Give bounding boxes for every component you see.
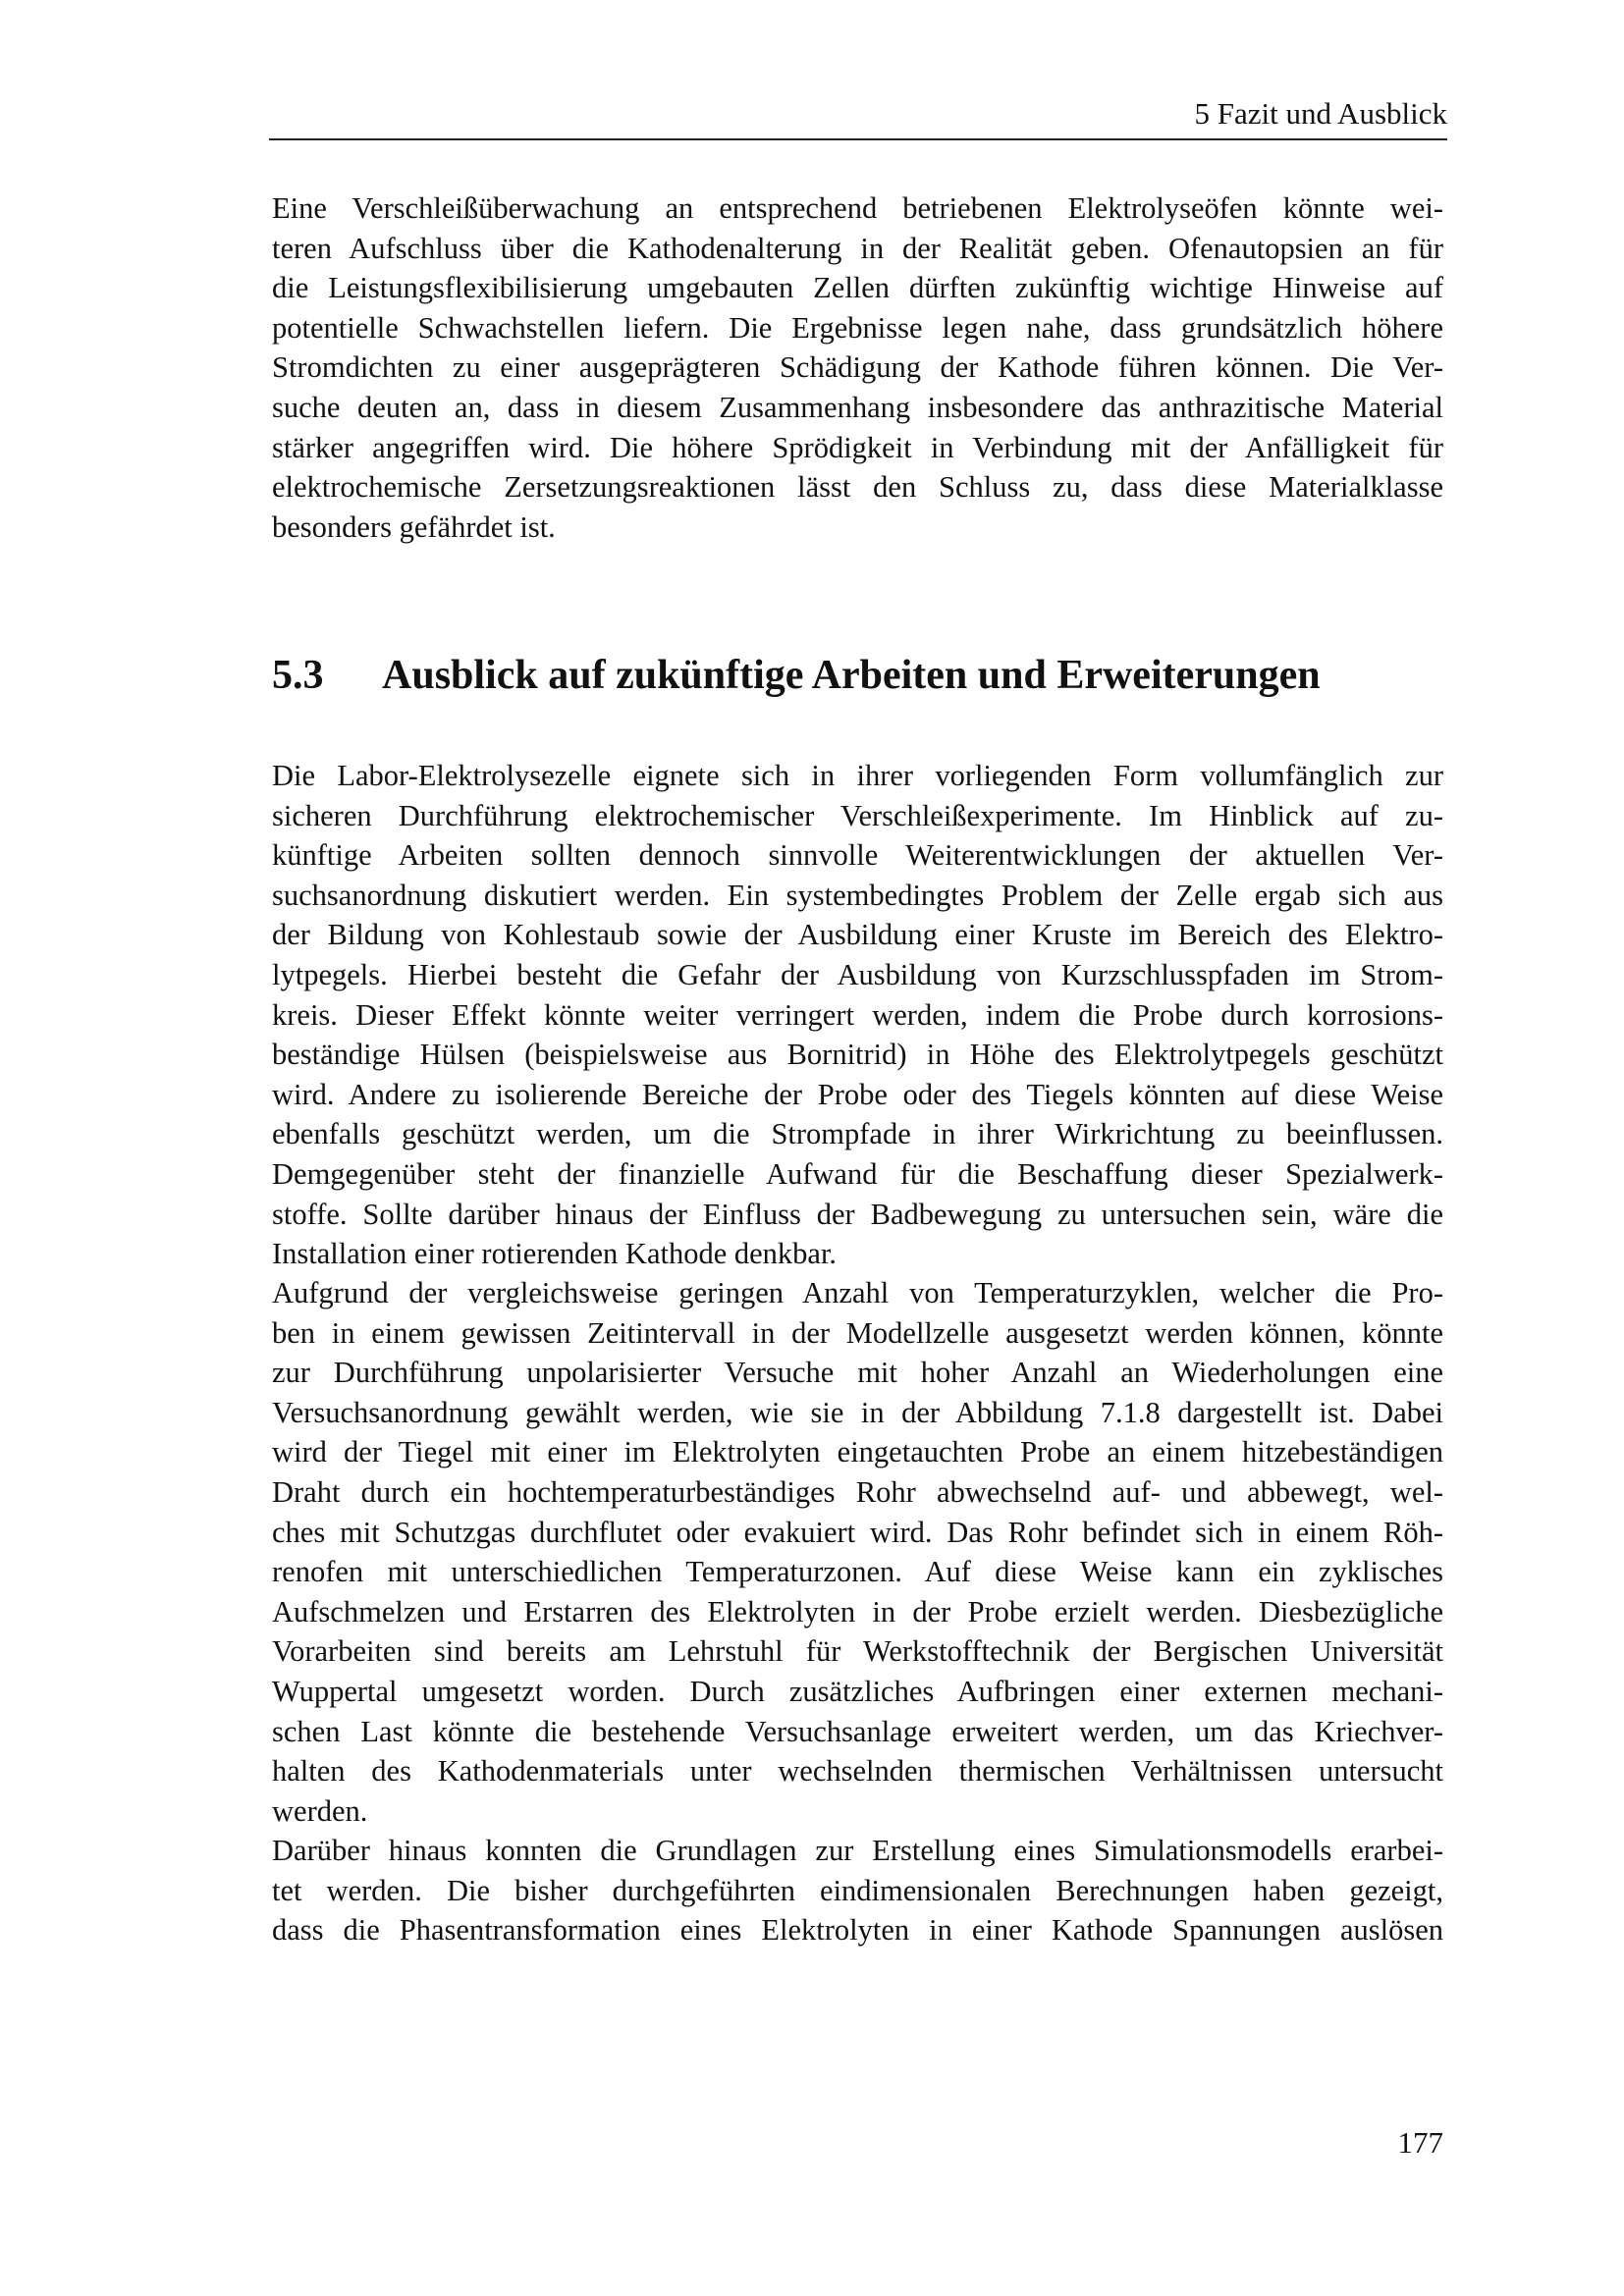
text-line: die Leistungsflexibilisierung umgebauten Zellen dürften zukünftig wichtige Hinweise auf: [272, 271, 1443, 305]
text-line: wird. Andere zu isolierende Bereiche der Probe oder des Tiegels könnten auf diese Weise: [272, 1077, 1443, 1111]
text-line: stärker angegriffen wird. Die höhere Sprödigkeit in Verbindung mit der Anfälligkeit für: [272, 430, 1443, 464]
page-number: 177: [1397, 2125, 1443, 2160]
section-title: Ausblick auf zukünftige Arbeiten und Erweiterungen: [382, 653, 1321, 698]
text-line: beständige Hülsen (beispielsweise aus Bornitrid) in Höhe des Elektrolytpegels geschützt: [272, 1038, 1443, 1072]
paragraph-temperature-cycles: [272, 1273, 1443, 1831]
text-line: potentielle Schwachstellen liefern. Die Ergebnisse legen nahe, dass grundsätzlich höhere: [272, 310, 1443, 345]
text-line: werden.: [272, 1793, 368, 1828]
text-line: Aufgrund der vergleichsweise geringen Anzahl von Temperaturzyklen, welcher die Pro-: [272, 1276, 1443, 1309]
paragraph-simulation-model: [272, 1831, 1443, 1950]
text-line: Versuchsanordnung gewählt werden, wie sie in der Abbildung 7.1.8 dargestellt ist. Dabei: [272, 1395, 1443, 1429]
paragraph-wear-monitoring: [272, 188, 1443, 547]
text-line: ches mit Schutzgas durchflutet oder evakuiert wird. Das Rohr befindet sich in einem Röh-: [272, 1515, 1443, 1549]
text-line: stoffe. Sollte darüber hinaus der Einfluss der Badbewegung zu untersuchen sein, wäre die: [272, 1197, 1443, 1231]
text-line: künftige Arbeiten sollten dennoch sinnvolle Weiterentwicklungen der aktuellen Ver-: [272, 838, 1443, 873]
text-line: Vorarbeiten sind bereits am Lehrstuhl für Werkstofftechnik der Bergischen Universität: [272, 1634, 1443, 1669]
text-line: sicheren Durchführung elektrochemischer Verschleißexperimente. Im Hinblick auf zu-: [272, 798, 1443, 832]
text-line: zur Durchführung unpolarisierter Versuche mit hoher Anzahl an Wiederholungen eine: [272, 1356, 1443, 1390]
text-line: renofen mit unterschiedlichen Temperaturzonen. Auf diese Weise kann ein zyklisches: [272, 1555, 1443, 1589]
text-line: lytpegels. Hierbei besteht die Gefahr der Ausbildung von Kurzschlusspfaden im Strom-: [272, 957, 1443, 991]
text-line: kreis. Dieser Effekt könnte weiter verringert werden, indem die Probe durch korrosions-: [272, 997, 1443, 1032]
text-line: Darüber hinaus konnten die Grundlagen zur Erstellung eines Simulationsmodells erarbei-: [272, 1834, 1443, 1867]
text-line: der Bildung von Kohlestaub sowie der Ausbildung einer Kruste im Bereich des Elektro-: [272, 918, 1443, 952]
text-line: Stromdichten zu einer ausgeprägteren Schädigung der Kathode führen können. Die Ver-: [272, 350, 1443, 385]
text-line: Wuppertal umgesetzt worden. Durch zusätzliches Aufbringen einer externen mechani-: [272, 1674, 1443, 1708]
text-line: Installation einer rotierenden Kathode denkbar.: [272, 1237, 838, 1271]
section-number: 5.3: [272, 653, 324, 698]
text-line: halten des Kathodenmaterials unter wechselnden thermischen Verhältnissen untersucht: [272, 1754, 1443, 1789]
section-heading: [272, 648, 1321, 703]
text-line: suche deuten an, dass in diesem Zusammenhang insbesondere das anthrazitische Material: [272, 390, 1443, 424]
text-line: Die Labor-Elektrolysezelle eignete sich in ihrer vorliegenden Form vollumfänglich zur: [272, 759, 1443, 792]
text-line: dass die Phasentransformation eines Elektrolyten in einer Kathode Spannungen auslösen: [272, 1913, 1443, 1948]
text-line: besonders gefährdet ist.: [272, 509, 556, 544]
header-rule: [269, 138, 1447, 140]
text-line: suchsanordnung diskutiert werden. Ein systembedingtes Problem der Zelle ergab sich aus: [272, 878, 1443, 912]
text-line: wird der Tiegel mit einer im Elektrolyten eingetauchten Probe an einem hitzebeständigen: [272, 1435, 1443, 1469]
text-line: Eine Verschleißüberwachung an entsprechend betriebenen Elektrolyseöfen könnte wei-: [272, 191, 1443, 225]
text-line: Draht durch ein hochtemperaturbeständiges Rohr abwechselnd auf- und abbewegt, wel-: [272, 1474, 1443, 1509]
text-line: schen Last könnte die bestehende Versuchsanlage erweitert werden, um das Kriechver-: [272, 1714, 1443, 1748]
text-line: Aufschmelzen und Erstarren des Elektrolyten in der Probe erzielt werden. Diesbezügliche: [272, 1594, 1443, 1629]
paragraph-lab-cell: [272, 756, 1443, 1274]
text-line: ebenfalls geschützt werden, um die Strompfade in ihrer Wirkrichtung zu beeinflussen.: [272, 1117, 1443, 1151]
text-line: Demgegenüber steht der finanzielle Aufwand für die Beschaffung dieser Spezialwerk-: [272, 1156, 1443, 1191]
text-line: ben in einem gewissen Zeitintervall in der Modellzelle ausgesetzt werden können, könnte: [272, 1315, 1443, 1350]
text-line: tet werden. Die bisher durchgeführten eindimensionalen Berechnungen haben gezeigt,: [272, 1873, 1443, 1907]
running-header: 5 Fazit und Ausblick: [1194, 96, 1447, 131]
text-line: teren Aufschluss über die Kathodenalterung in der Realität geben. Ofenautopsien an für: [272, 231, 1443, 265]
text-line: elektrochemische Zersetzungsreaktionen lässt den Schluss zu, dass diese Materialklasse: [272, 470, 1443, 505]
